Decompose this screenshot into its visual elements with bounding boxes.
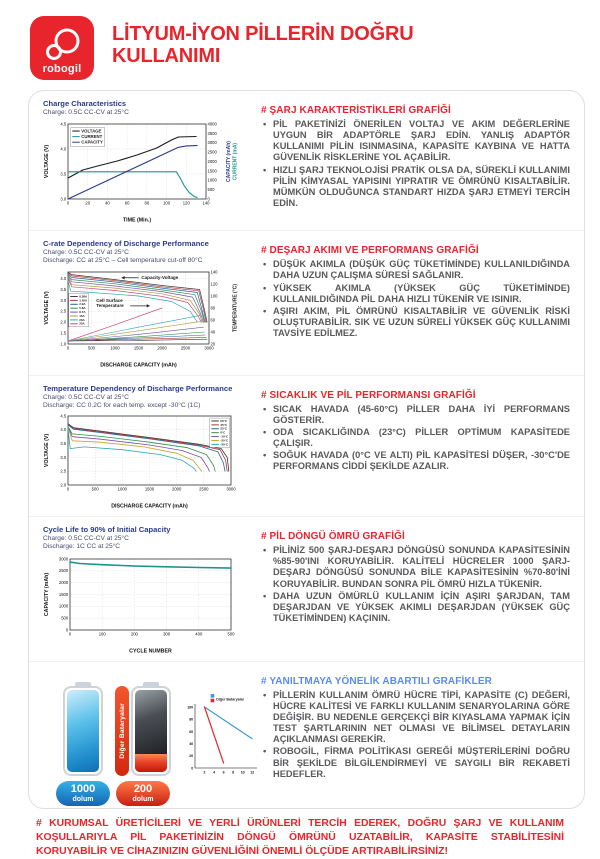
chart-title: C-rate Dependency of Discharge Performance [43, 239, 209, 249]
full-battery-icon [63, 686, 103, 776]
chart-svg [43, 268, 239, 368]
svg-text:1000: 1000 [117, 486, 127, 492]
badge-value: 1000 [70, 782, 96, 795]
cycle-chart-cell [37, 517, 249, 660]
svg-text:3.5: 3.5 [60, 286, 67, 292]
svg-text:2000: 2000 [157, 345, 167, 351]
svg-text:2.0: 2.0 [60, 482, 67, 488]
bullet-item: • DAHA UZUN ÖMÜRLÜ KULLANIM İÇİN AŞIRI ŞARJDAN, TAM DEŞARJDAN VE YÜKSEK AKIMLI DEŞARJDAN (YÜKSEK GÜÇ TÜKETİMİNDEN) KAÇININ. [261, 591, 570, 624]
svg-text:80: 80 [189, 717, 194, 722]
svg-text:45°C: 45°C [220, 422, 228, 427]
svg-text:8: 8 [232, 770, 235, 775]
chart-title: Charge Characteristics [43, 99, 127, 108]
badge-unit: dolum [72, 795, 94, 803]
temp-chart-cell [37, 376, 249, 516]
chart-subtitle: Discharge: CC at 25°C – Cell temperature cut-off 80°C [43, 257, 203, 265]
svg-text:8.7A: 8.7A [79, 309, 86, 314]
svg-text:2.5: 2.5 [60, 308, 67, 314]
discharge-text-cell [249, 231, 572, 374]
bullet-item: • HIZLI ŞARJ TEKNOLOJİSİ PRATİK OLSA DA, SÜREKLİ KULLANIMI PİLİN KİMYASAL YAPISINI YIPRATIR VE ÖMRÜNÜ KISALTABİLİR. MÜMKÜN OLDUĞUNCA STANDART HIZDA ŞARJ ETMEYİ TERCİH EDİN. [261, 165, 570, 210]
chart-subtitle: Charge: 0.5C CC-CV at 25°C [43, 109, 129, 116]
bullet-list [261, 119, 570, 209]
battery-comparison [43, 670, 255, 806]
section-row-charge [29, 91, 584, 230]
svg-text:CAPACITY (mAh): CAPACITY (mAh) [44, 572, 50, 616]
svg-text:60: 60 [124, 200, 130, 206]
bullet-list [261, 259, 570, 339]
logo-text: robogil [42, 63, 82, 75]
svg-text:2000: 2000 [58, 579, 69, 585]
chart-subtitle: Charge: 0.5C CC-CV at 25°C [43, 393, 129, 401]
svg-text:DISCHARGE CAPACITY (mAh): DISCHARGE CAPACITY (mAh) [111, 503, 188, 510]
svg-text:25A: 25A [79, 321, 85, 326]
svg-text:500: 500 [207, 187, 215, 193]
svg-text:3.0: 3.0 [60, 454, 67, 460]
svg-text:60: 60 [210, 317, 216, 323]
svg-text:4000: 4000 [207, 121, 217, 127]
bullet-item: • YÜKSEK AKIMLA (YÜKSEK GÜÇ TÜKETİMİNDE) KULLANILDIĞINDA PİL DAHA HIZLI TÜKENİR VE ISINIR. [261, 283, 570, 305]
svg-text:0: 0 [191, 766, 194, 771]
svg-text:10: 10 [240, 770, 245, 775]
cycle-text-cell [249, 517, 572, 660]
charge-text-cell [249, 91, 572, 230]
svg-text:1000: 1000 [58, 603, 69, 609]
svg-text:4.0: 4.0 [60, 146, 67, 152]
chart-charge-characteristics [43, 119, 245, 228]
bullet-list [261, 545, 570, 624]
bullet-item: • ODA SICAKLIĞINDA (23°C) PİLLER OPTİMUM KAPASİTEDE ÇALIŞIR. [261, 427, 570, 449]
bullet-item: • SICAK HAVADA (45-60°C) PİLLER DAHA İYİ PERFORMANS GÖSTERİR. [261, 404, 570, 426]
bullet-item: • PİL PAKETİNİZİ ÖNERİLEN VOLTAJ VE AKIM DEĞERLERİNE UYGUN BİR ADAPTÖRLE ŞARJ EDİN. YANLIŞ ADAPTÖR KULLANIMI PİLİN ISINMASINA, KAPASİTE KAYBINA VE HATTA GÜVENLİK RİSKLERİNE YOL AÇABİLİR. [261, 119, 570, 164]
content-card [28, 90, 585, 809]
svg-text:4.0: 4.0 [60, 427, 67, 433]
section-heading: # SICAKLIK VE PİL PERFORMANSI GRAFİĞİ [261, 389, 476, 401]
svg-text:0: 0 [66, 486, 70, 492]
svg-text:500: 500 [91, 486, 99, 492]
svg-text:12: 12 [250, 770, 255, 775]
svg-text:1.0: 1.0 [60, 341, 67, 347]
chart-subtitle: Charge: 0.5C CC-CV at 25°C [43, 535, 129, 543]
svg-text:20: 20 [189, 753, 194, 758]
svg-text:3000: 3000 [226, 486, 236, 492]
section-heading: # YANILTMAYA YÖNELİK ABARTILI GRAFİKLER [261, 675, 492, 687]
svg-text:40: 40 [189, 741, 194, 746]
svg-text:1500: 1500 [133, 345, 144, 351]
section-heading: # PİL DÖNGÜ ÖMRÜ GRAFİĞİ [261, 531, 405, 543]
svg-text:1500: 1500 [207, 168, 217, 174]
svg-text:CURRENT (mA): CURRENT (mA) [232, 143, 239, 181]
page-header [0, 0, 600, 86]
svg-text:4: 4 [213, 770, 216, 775]
empty-battery-icon [131, 686, 171, 776]
svg-text:120: 120 [182, 200, 190, 206]
section-row-comparison [29, 661, 584, 808]
svg-text:1500: 1500 [58, 591, 69, 597]
chart-crate-dependency [43, 268, 245, 373]
svg-text:20: 20 [210, 341, 216, 347]
svg-text:4.5: 4.5 [60, 121, 67, 127]
svg-text:3.5: 3.5 [60, 441, 67, 447]
chart-svg [43, 554, 239, 654]
bullet-item: • AŞIRI AKIM, PİL ÖMRÜNÜ KISALTABİLİR VE GÜVENLİK RİSKİ OLUŞTURABİLİR. SIK VE UZUN SÜRELİ YÜKSEK GÜÇ KULLANIMI TAVSİYE EDİLMEZ. [261, 306, 570, 339]
svg-text:VOLTAGE: VOLTAGE [81, 128, 102, 134]
robogil-battery-column [56, 684, 110, 806]
svg-text:4.0: 4.0 [60, 275, 67, 281]
chart-title: Cycle Life to 90% of Initial Capacity [43, 525, 171, 535]
svg-text:60: 60 [189, 729, 194, 734]
svg-text:140: 140 [210, 269, 218, 275]
chart-cycle-life [43, 554, 245, 659]
page-title-line1: LİTYUM-İYON PİLLERİN DOĞRU [112, 23, 414, 45]
svg-text:5.8A: 5.8A [79, 305, 86, 310]
svg-text:3000: 3000 [207, 140, 217, 146]
cycles-badge-200 [116, 781, 170, 806]
svg-text:-20°C: -20°C [220, 438, 229, 443]
svg-text:2500: 2500 [58, 567, 69, 573]
svg-text:TIME (Min.): TIME (Min.) [122, 217, 152, 224]
svg-text:400: 400 [195, 631, 203, 637]
chart-subtitle: Charge: 0.5C CC-CV at 25°C [43, 249, 129, 257]
svg-text:120: 120 [210, 281, 218, 287]
svg-text:2: 2 [203, 770, 206, 775]
bullet-item: • DÜŞÜK AKIMLA (DÜŞÜK GÜÇ TÜKETİMİNDE) KULLANILDIĞINDA DAHA UZUN ÇALIŞMA SÜRESİ SAĞLANIR. [261, 259, 570, 281]
svg-text:Diğer Bataryalar: Diğer Bataryalar [216, 697, 245, 702]
chart-svg [43, 119, 239, 223]
svg-text:3.0: 3.0 [60, 196, 67, 202]
charge-chart-cell [37, 91, 249, 230]
svg-text:15A: 15A [79, 313, 85, 318]
battery-compare-cell [37, 662, 255, 808]
svg-text:500: 500 [88, 345, 95, 351]
other-batteries-ribbon: Diğer Bataryalar [115, 686, 129, 776]
svg-text:40: 40 [105, 200, 110, 206]
robogil-logo [30, 16, 94, 80]
svg-text:2000: 2000 [207, 159, 217, 165]
svg-text:2.5: 2.5 [60, 468, 67, 474]
svg-text:300: 300 [163, 631, 171, 637]
svg-text:CURRENT: CURRENT [81, 134, 103, 140]
svg-text:500: 500 [227, 631, 235, 637]
svg-text:Temperature: Temperature [96, 302, 124, 308]
svg-text:VOLTAGE (V): VOLTAGE (V) [44, 145, 50, 179]
svg-text:1.5: 1.5 [60, 330, 67, 336]
svg-text:100: 100 [163, 200, 171, 206]
svg-text:1.45A: 1.45A [79, 298, 88, 303]
svg-text:2.9A: 2.9A [79, 301, 86, 306]
svg-text:1500: 1500 [144, 486, 155, 492]
svg-text:4.5: 4.5 [60, 413, 67, 419]
svg-text:1000: 1000 [110, 345, 120, 351]
svg-text:2500: 2500 [180, 345, 191, 351]
svg-text:2.0: 2.0 [60, 319, 67, 325]
svg-text:VOLTAGE (V): VOLTAGE (V) [44, 433, 50, 468]
badge-unit: dolum [132, 795, 154, 803]
chart-svg [43, 412, 239, 509]
svg-text:3.0: 3.0 [60, 297, 67, 303]
chart-title: Temperature Dependency of Discharge Performance [43, 383, 233, 393]
other-battery-column [115, 684, 171, 806]
svg-text:0°C: 0°C [220, 430, 226, 435]
svg-text:100: 100 [210, 293, 218, 299]
section-row-cycle-life [29, 516, 584, 660]
section-row-temperature [29, 375, 584, 516]
section-heading: # DEŞARJ AKIMI VE PERFORMANS GRAFİĞİ [261, 245, 479, 257]
chart-subtitle: Discharge: CC 0.2C for each temp. except -30°C (1C) [43, 401, 201, 409]
svg-text:DISCHARGE CAPACITY (mAh): DISCHARGE CAPACITY (mAh) [100, 362, 177, 368]
bullet-item: • ROBOGİL, FİRMA POLİTİKASI GEREĞİ MÜŞTERİLERİNİ DOĞRU BİR ŞEKİLDE BİLGİLENDİRMEYİ VE SAYGILI BİR REKABETİ HEDEFLER. [261, 746, 570, 779]
svg-text:0: 0 [68, 631, 72, 637]
svg-text:3000: 3000 [204, 345, 214, 351]
svg-text:0: 0 [207, 196, 210, 202]
svg-text:2500: 2500 [207, 149, 217, 155]
chart-subtitle: Discharge: 1C CC at 25°C [43, 543, 121, 551]
badge-value: 200 [133, 782, 153, 795]
misleading-text-cell [249, 662, 572, 808]
svg-text:200: 200 [130, 631, 138, 637]
bullet-list [261, 404, 570, 473]
svg-text:0.58A: 0.58A [79, 294, 88, 299]
svg-text:Cell Surface: Cell Surface [96, 297, 123, 303]
svg-text:2000: 2000 [172, 486, 182, 492]
section-row-discharge [29, 230, 584, 374]
section-heading: # ŞARJ KARAKTERİSTİKLERİ GRAFİĞİ [261, 105, 451, 116]
footer-note: # KURUMSAL ÜRETİCİLERİ VE YERLİ ÜRÜNLERİ TERCİH EDEREK, DOĞRU ŞARJ VE KULLANIM KOŞULLARIYLA PİL PAKETİNİZİN DÖNGÜ ÖMRÜNÜ UZATABİLİR, KAPASİTE STABİLİTESİNİ KORUYABİLİR VE CİHAZINIZIN GÜVENLİĞİNİ ÖNEMLİ ÖLÇÜDE ARTIRABİLİRSİNİZ! [36, 817, 564, 857]
svg-text:TEMPERATURE (°C): TEMPERATURE (°C) [232, 283, 239, 332]
crate-chart-cell [37, 231, 249, 374]
svg-text:80: 80 [144, 200, 150, 206]
svg-text:3000: 3000 [58, 556, 69, 562]
svg-text:CAPACITY: CAPACITY [81, 139, 103, 145]
svg-text:0: 0 [66, 345, 70, 351]
bullet-item: • PİLLERİN KULLANIM ÖMRÜ HÜCRE TİPİ, KAPASİTE (C) DEĞERİ, HÜCRE KALİTESİ VE FARKLI KULLANIM SENARYOLARINA GÖRE DEĞİŞİR. BU NEDENLE GERÇEKÇİ BİR KIYASLAMA YAPMAK İÇİN TEST ŞARTLARININ NET OLMASI VE BİLİMSEL DETAYLARIN AÇIKLANMASI GEREKİR. [261, 690, 570, 746]
svg-text:-10°C: -10°C [220, 434, 229, 439]
temperature-text-cell [249, 376, 572, 516]
bullet-item: • PİLİNİZ 500 ŞARJ-DEŞARJ DÖNGÜSÜ SONUNDA KAPASİTESİNİN %85-90'INI KORUYABİLİR. KALİTELİ HÜCRELER 1000 ŞARJ-DEŞARJ DÖNGÜSÜ SONUNDA BİLE KAPASİTESİNİN %70-80'İNİ KORUYABİLİR. BUNDAN SONRA PİL ÖMRÜ HIZLA TÜKENİR. [261, 545, 570, 590]
svg-text:3.5: 3.5 [60, 171, 67, 177]
svg-text:60°C: 60°C [220, 419, 228, 424]
svg-text:40: 40 [210, 329, 216, 335]
svg-text:25°C: 25°C [220, 426, 228, 431]
svg-text:100: 100 [98, 631, 106, 637]
svg-text:80: 80 [210, 305, 216, 311]
svg-text:0: 0 [66, 200, 70, 206]
bullet-list [261, 690, 570, 780]
svg-text:140: 140 [202, 200, 210, 206]
svg-text:6: 6 [222, 770, 225, 775]
page-title [112, 24, 413, 67]
svg-text:500: 500 [61, 615, 69, 621]
svg-text:20A: 20A [79, 317, 85, 322]
svg-text:CYCLE NUMBER: CYCLE NUMBER [129, 648, 172, 654]
chart-temperature-dependency [43, 412, 245, 514]
svg-text:-30°C: -30°C [220, 442, 229, 447]
cycles-badge-1000 [56, 781, 110, 806]
svg-text:0: 0 [65, 627, 69, 633]
svg-text:CAPACITY (mAh): CAPACITY (mAh) [226, 141, 232, 183]
robogil-logo-icon [40, 26, 84, 62]
svg-text:VOLTAGE (V): VOLTAGE (V) [44, 291, 50, 325]
page-title-line2: KULLANIMI [112, 44, 221, 67]
svg-text:100: 100 [187, 705, 194, 710]
svg-text:2500: 2500 [199, 486, 209, 492]
svg-text:1000: 1000 [207, 177, 217, 183]
svg-text:Capacity-Voltage: Capacity-Voltage [141, 274, 179, 280]
svg-text:3500: 3500 [207, 131, 217, 137]
svg-text:20: 20 [85, 200, 91, 206]
bullet-item: • SOĞUK HAVADA (0°C VE ALTI) PİL KAPASİTESİ DÜŞER, -30°C'DE PERFORMANS CİDDİ ŞEKİLDE AZALIR. [261, 450, 570, 472]
